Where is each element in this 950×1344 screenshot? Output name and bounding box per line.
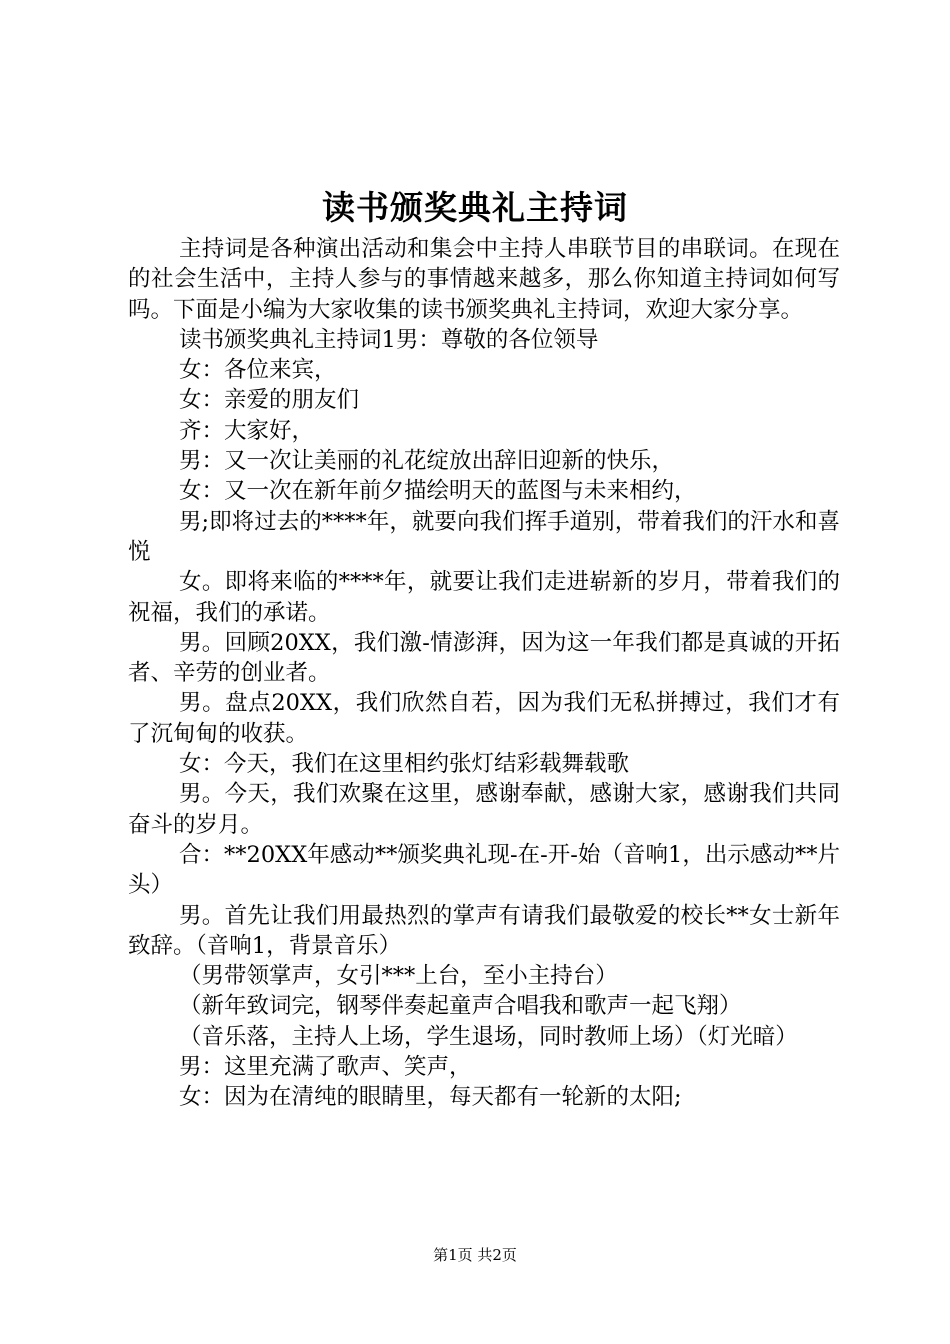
paragraph: 男;即将过去的****年，就要向我们挥手道别，带着我们的汗水和喜悦: [128, 508, 840, 565]
page-footer: 第1页 共2页: [433, 1246, 517, 1264]
paragraph: 女：今天，我们在这里相约张灯结彩载舞载歌: [179, 751, 630, 778]
paragraph: （新年致词完，钢琴伴奏起童声合唱我和歌声一起飞翔）: [179, 993, 742, 1020]
paragraph: 男。盘点20XX，我们欣然自若，因为我们无私拼搏过，我们才有了沉甸甸的收获。: [128, 690, 840, 747]
paragraph: 读书颁奖典礼主持词1男：尊敬的各位领导: [179, 326, 599, 353]
paragraph: 主持词是各种演出活动和集会中主持人串联节目的串联词。在现在的社会生活中，主持人参与的事情越来越多，那么你知道主持词如何写吗。下面是小编为大家收集的读书颁奖典礼主持词，欢迎大家分享。: [128, 236, 840, 323]
paragraph: 男。首先让我们用最热烈的掌声有请我们最敬爱的校长**女士新年致辞。（音响1，背景音乐）: [128, 902, 840, 959]
paragraph: 女。即将来临的****年，就要让我们走进崭新的岁月，带着我们的祝福，我们的承诺。: [128, 569, 840, 626]
paragraph: 女：因为在清纯的眼睛里，每天都有一轮新的太阳;: [179, 1084, 682, 1111]
paragraph: 合：**20XX年感动**颁奖典礼现-在-开-始（音响1，出示感动**片头）: [128, 841, 840, 899]
paragraph: 男：又一次让美丽的礼花绽放出辞旧迎新的快乐，: [179, 448, 675, 475]
paragraph: （音乐落，主持人上场，学生退场，同时教师上场）（灯光暗）: [179, 1023, 798, 1050]
paragraph: 女：又一次在新年前夕描绘明天的蓝图与未来相约，: [179, 478, 697, 505]
document-body: [128, 234, 840, 1113]
paragraph: 女：各位来宾，: [179, 357, 337, 384]
paragraph: 男。今天，我们欢聚在这里，感谢奉献，感谢大家，感谢我们共同奋斗的岁月。: [128, 781, 840, 838]
paragraph: 女：亲爱的朋友们: [179, 387, 360, 414]
paragraph: 齐：大家好，: [179, 417, 315, 444]
paragraph: 男。回顾20XX，我们激-情澎湃，因为这一年我们都是真诚的开拓者、辛劳的创业者。: [128, 629, 840, 687]
paragraph: （男带领掌声，女引***上台，至小主持台）: [179, 963, 618, 990]
paragraph: 男：这里充满了歌声、笑声，: [179, 1054, 472, 1081]
document-title: 读书颁奖典礼主持词: [322, 188, 628, 227]
